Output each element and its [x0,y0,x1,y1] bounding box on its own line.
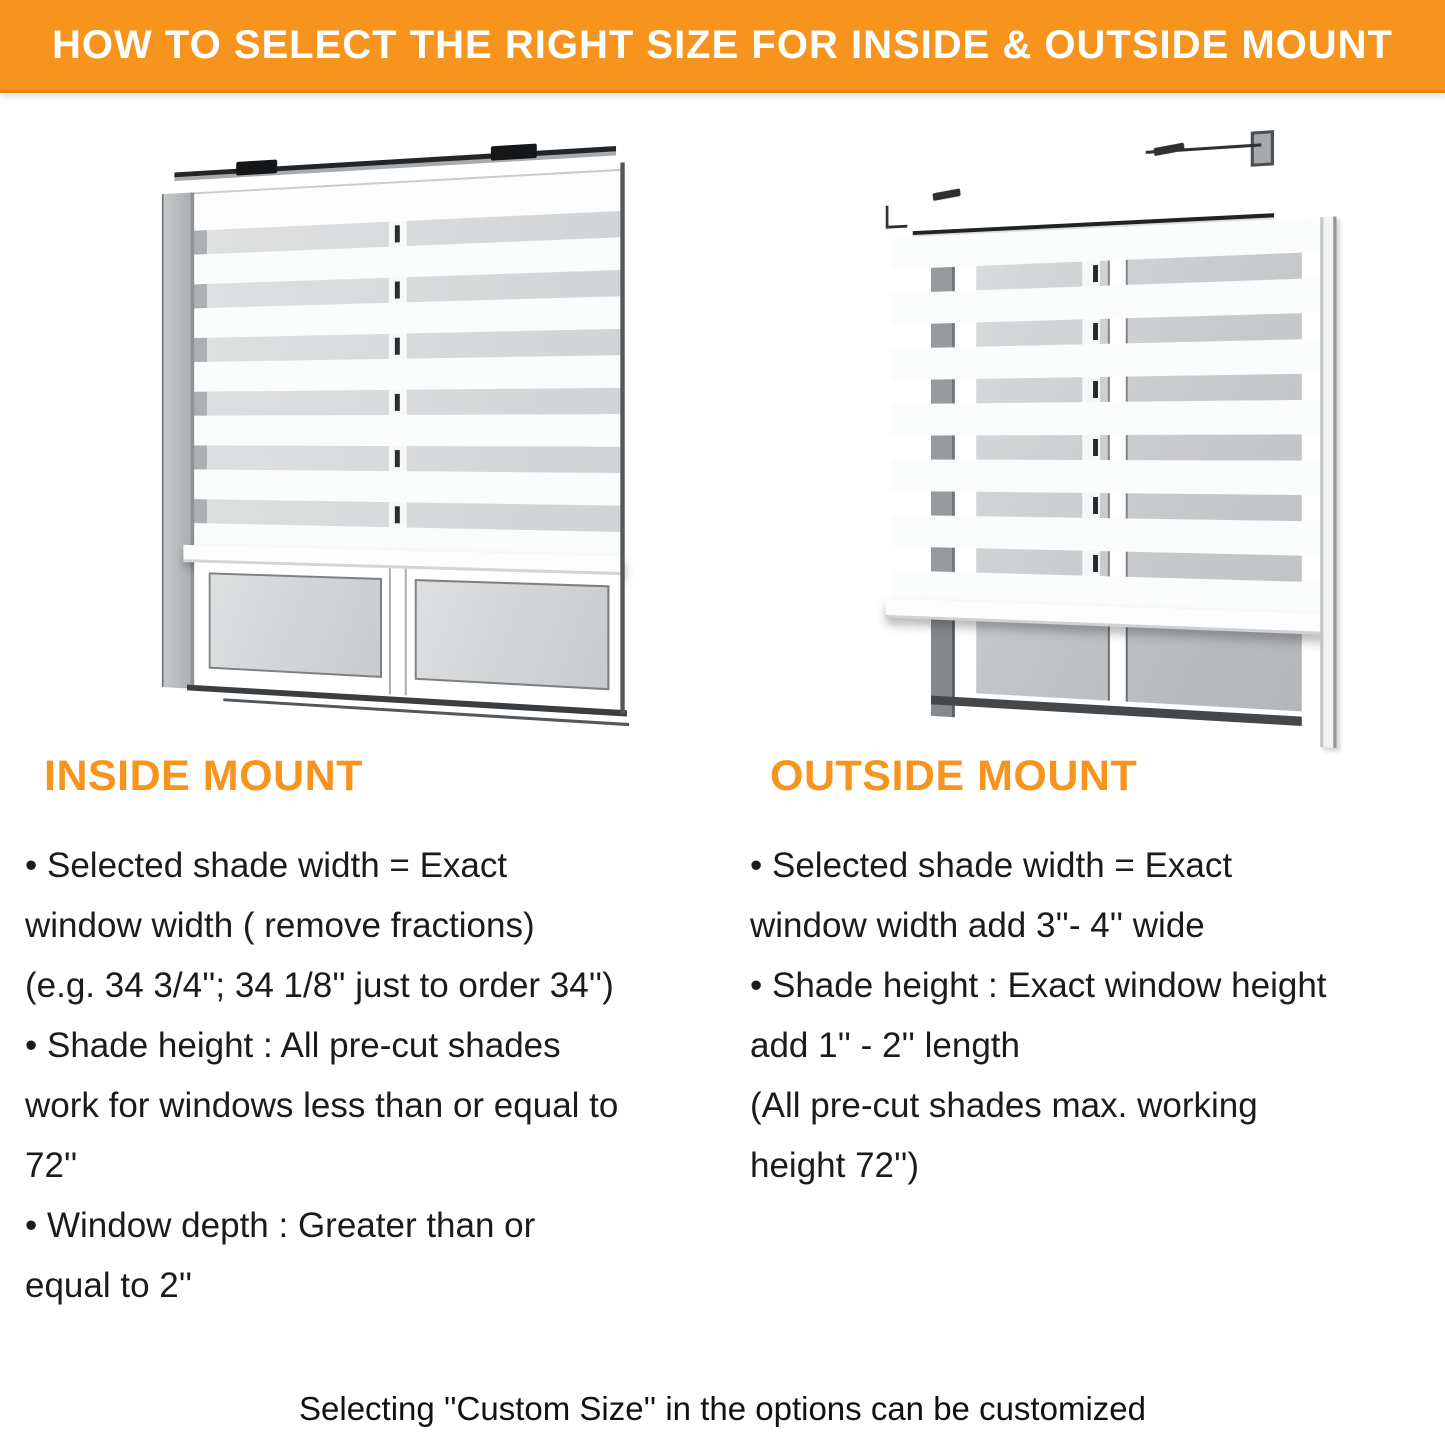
inside-mount-heading: INSIDE MOUNT [44,752,363,800]
fascia-left-return [886,205,908,229]
inside-mount-illustration [145,146,620,718]
inside-window-scene [160,130,629,733]
text-line: (All pre-cut shades max. working [750,1086,1258,1125]
footer-note: Selecting ''Custom Size'' in the options can be customized [299,1390,1146,1427]
outside-mount-illustration [858,136,1336,760]
text-line: height 72'') [750,1146,920,1185]
mount-bracket-right-icon [491,144,537,161]
wall-screw-mark-left-icon [932,188,960,201]
zebra-shade [891,217,1319,617]
text-line: • Shade height : Exact window height [750,966,1327,1005]
text-line: • Selected shade width = Exact [25,846,508,885]
zebra-shade [194,211,620,565]
window-jamb-left [162,192,194,688]
headrail-end-cap [1251,130,1274,167]
window-frame-right-edge [620,162,624,714]
window-pane-left [209,572,382,678]
mount-bracket-left-icon [236,159,277,175]
text-line: 72'' [25,1146,78,1185]
shade-side-rail [1320,216,1336,748]
outside-window-scene [873,119,1345,777]
outside-mount-heading: OUTSIDE MOUNT [770,752,1138,800]
shade-seam-dashes [1093,228,1098,609]
window-mullion [388,568,406,695]
text-line: work for windows less than or equal to [25,1086,619,1125]
outside-mount-bullets [750,836,1445,1196]
text-line: (e.g. 34 3/4''; 34 1/8'' just to order 34'') [25,966,614,1005]
banner-title: HOW TO SELECT THE RIGHT SIZE FOR INSIDE & OUTSIDE MOUNT [52,22,1393,67]
text-line: • Window depth : Greater than or [25,1206,536,1245]
text-line: window width ( remove fractions) [25,906,535,945]
text-line: • Selected shade width = Exact [750,846,1233,885]
inside-mount-bullets [25,836,725,1316]
text-line: window width add 3''- 4'' wide [750,906,1205,945]
header-banner [0,0,1445,93]
window-lower-section [194,562,620,707]
window-pane-right [415,579,610,690]
text-line: • Shade height : All pre-cut shades [25,1026,561,1065]
text-line: add 1'' - 2'' length [750,1026,1020,1065]
shade-seam-dashes [395,221,400,558]
text-line: equal to 2'' [25,1266,193,1305]
